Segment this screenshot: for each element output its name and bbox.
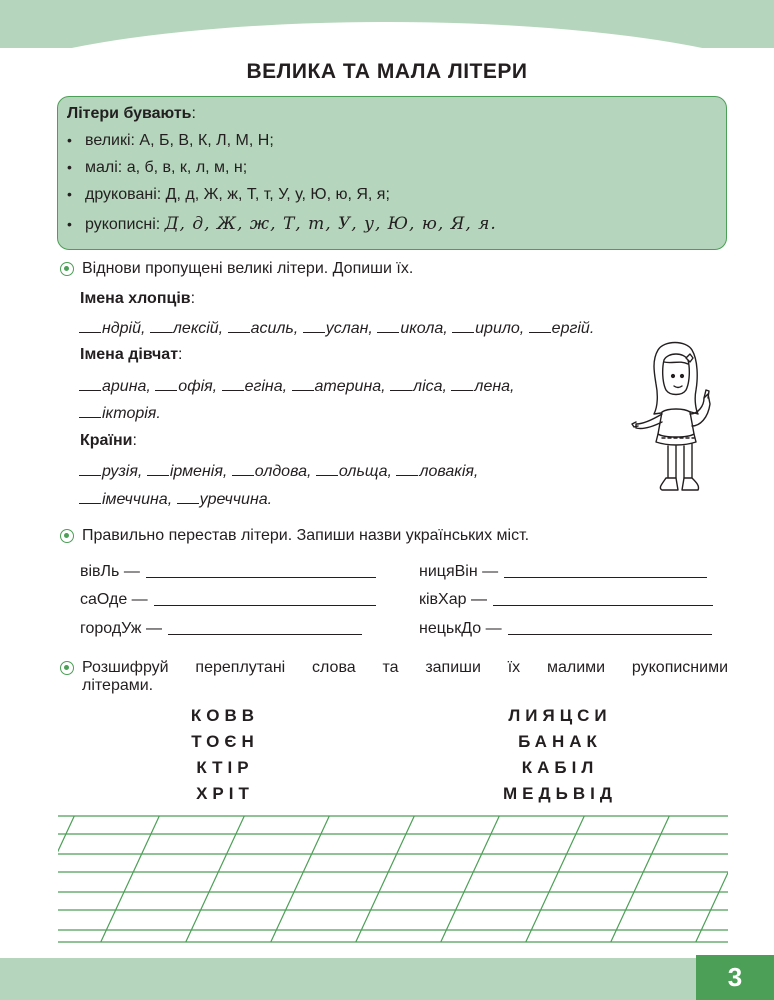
countries-line bbox=[79, 460, 478, 481]
girls-names-line bbox=[79, 402, 161, 423]
answer-row: городУж — bbox=[80, 620, 362, 638]
word-fragment: рузія, bbox=[102, 463, 143, 480]
handwritten-letters: Д, д, Ж, ж, Т, т, У, у, Ю, ю, Я, я. bbox=[164, 214, 497, 234]
rule-row: • великі: А, Б, В, К, Л, М, Н; bbox=[67, 127, 726, 154]
bullet-icon: • bbox=[67, 216, 72, 232]
bullet-icon: • bbox=[67, 186, 72, 202]
scrambled-word: КТІР bbox=[196, 758, 254, 777]
letter-blank[interactable] bbox=[155, 375, 177, 391]
letter-blank[interactable] bbox=[316, 460, 338, 476]
task-marker-icon bbox=[60, 262, 74, 276]
word-fragment: лена, bbox=[474, 378, 515, 395]
letter-blank[interactable] bbox=[292, 375, 314, 391]
answer-line[interactable] bbox=[508, 633, 712, 635]
word-fragment: ндрій, bbox=[102, 320, 146, 337]
answer-line[interactable] bbox=[504, 576, 707, 578]
answer-line[interactable] bbox=[493, 604, 713, 606]
letter-blank[interactable] bbox=[303, 317, 325, 333]
letter-blank[interactable] bbox=[150, 317, 172, 333]
boys-names-line bbox=[79, 317, 594, 338]
letter-blank[interactable] bbox=[452, 317, 474, 333]
letter-blank[interactable] bbox=[529, 317, 551, 333]
word-fragment: офія, bbox=[178, 378, 218, 395]
word-fragment: уреччина. bbox=[199, 491, 273, 508]
letter-blank[interactable] bbox=[79, 375, 101, 391]
word-fragment: атерина, bbox=[314, 378, 386, 395]
word-fragment: ирило, bbox=[475, 320, 525, 337]
girls-names-line bbox=[79, 375, 515, 396]
word-fragment: ірменія, bbox=[169, 463, 228, 480]
scrambled-word: ХРІТ bbox=[196, 784, 254, 803]
word-fragment: услан, bbox=[325, 320, 373, 337]
letter-blank[interactable] bbox=[147, 460, 169, 476]
rule-heading: Літери бувають: bbox=[67, 105, 196, 122]
scrambled-word: МЕДЬВІД bbox=[503, 784, 617, 803]
answer-line[interactable] bbox=[154, 604, 376, 606]
countries-line bbox=[79, 488, 272, 509]
word-fragment: олдова, bbox=[254, 463, 312, 480]
handwriting-grid[interactable] bbox=[48, 808, 728, 948]
letter-blank[interactable] bbox=[390, 375, 412, 391]
answer-line[interactable] bbox=[168, 633, 362, 635]
word-fragment: икола, bbox=[400, 320, 448, 337]
letter-blank[interactable] bbox=[377, 317, 399, 333]
task-marker-icon bbox=[60, 661, 74, 675]
countries-heading: Країни: bbox=[80, 432, 137, 449]
girls-heading: Імена дівчат: bbox=[80, 346, 183, 363]
scrambled-word: ЛИЯЦСИ bbox=[508, 706, 612, 725]
rule-row: • малі: а, б, в, к, л, м, н; bbox=[67, 154, 726, 181]
letter-blank[interactable] bbox=[228, 317, 250, 333]
word-fragment: асиль, bbox=[250, 320, 299, 337]
bullet-icon: • bbox=[67, 132, 72, 148]
page-title: ВЕЛИКА ТА МАЛА ЛІТЕРИ bbox=[246, 60, 528, 83]
task-1-instruction: Віднови пропущені великі літери. Допиши їх. bbox=[60, 260, 413, 278]
page-number: 3 bbox=[696, 955, 774, 1000]
rule-row: • рукописні: Д, д, Ж, ж, Т, т, У, у, Ю, ю, Я, я. bbox=[67, 211, 726, 238]
word-fragment: арина, bbox=[102, 378, 151, 395]
answer-row: вівЛь — bbox=[80, 563, 376, 581]
boys-heading: Імена хлопців: bbox=[80, 290, 196, 307]
word-fragment: ікторія. bbox=[102, 405, 161, 422]
letter-blank[interactable] bbox=[177, 488, 199, 504]
word-fragment: ловакія, bbox=[419, 463, 479, 480]
task-2-instruction: Правильно перестав літери. Запиши назви українських міст. bbox=[60, 527, 529, 545]
word-fragment: ліса, bbox=[413, 378, 447, 395]
word-fragment: ергій. bbox=[551, 320, 595, 337]
word-fragment: ольща, bbox=[338, 463, 392, 480]
scrambled-word: БАНАК bbox=[518, 732, 602, 751]
bottom-decor-band bbox=[0, 958, 774, 1000]
scrambled-word: КОВВ bbox=[190, 706, 260, 725]
answer-row: ницяВін — bbox=[419, 563, 707, 581]
scrambled-word: КАБІЛ bbox=[521, 758, 599, 777]
answer-row: ківХар — bbox=[419, 591, 713, 609]
task-3-instruction: Розшифруй переплутані слова та запиши їх малими рукописними літерами. bbox=[60, 659, 730, 695]
word-fragment: імеччина, bbox=[102, 491, 173, 508]
letter-blank[interactable] bbox=[396, 460, 418, 476]
letter-blank[interactable] bbox=[232, 460, 254, 476]
word-fragment: егіна, bbox=[244, 378, 288, 395]
letter-blank[interactable] bbox=[79, 460, 101, 476]
word-fragment: лексій, bbox=[172, 320, 224, 337]
scrambled-word: ТОЄН bbox=[191, 732, 259, 751]
answer-line[interactable] bbox=[146, 576, 376, 578]
letter-blank[interactable] bbox=[79, 317, 101, 333]
answer-row: нецькДо — bbox=[419, 620, 712, 638]
bullet-icon: • bbox=[67, 159, 72, 175]
letter-blank[interactable] bbox=[451, 375, 473, 391]
answer-row: саОде — bbox=[80, 591, 376, 609]
letter-blank[interactable] bbox=[222, 375, 244, 391]
letter-blank[interactable] bbox=[79, 488, 101, 504]
task-marker-icon bbox=[60, 529, 74, 543]
rule-row: • друковані: Д, д, Ж, ж, Т, т, У, у, Ю, ю, Я, я; bbox=[67, 181, 726, 208]
rule-box bbox=[57, 96, 727, 250]
letter-blank[interactable] bbox=[79, 402, 101, 418]
girl-illustration bbox=[628, 338, 720, 498]
